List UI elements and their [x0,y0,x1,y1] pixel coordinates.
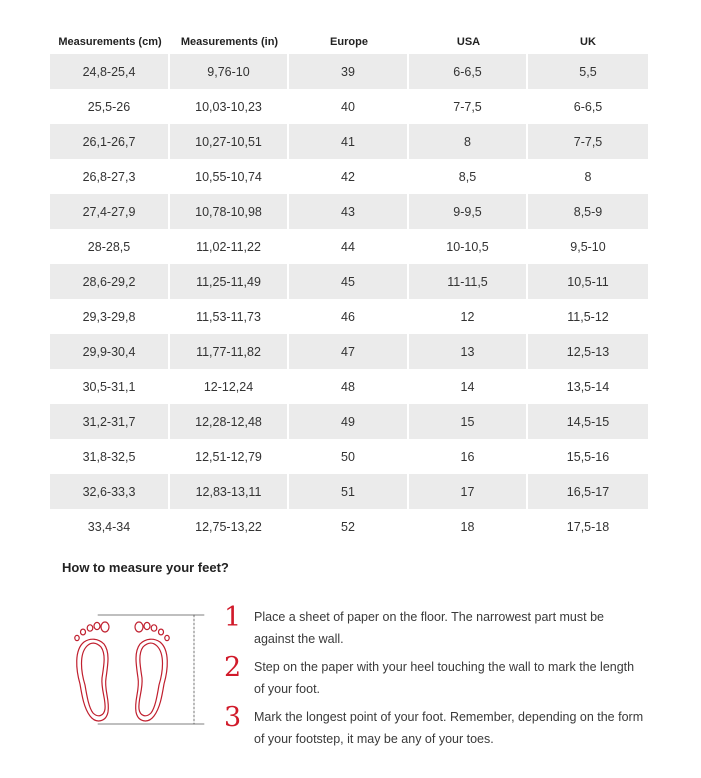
cell-usa: 7-7,5 [409,89,528,124]
step-number: 2 [224,652,242,683]
cell-europe: 48 [289,369,409,404]
step-2 [224,652,644,700]
header-usa: USA [456,36,481,48]
header-row [50,30,648,54]
cell-usa: 18 [409,509,528,544]
cell-cm: 26,8-27,3 [50,159,170,194]
cell-cm: 28,6-29,2 [50,264,170,299]
cell-in: 12,28-12,48 [170,404,289,439]
table-row [50,334,648,369]
table-row [50,264,648,299]
cell-uk: 8,5-9 [528,194,648,229]
cell-in: 11,25-11,49 [170,264,289,299]
cell-cm: 24,8-25,4 [50,54,170,89]
table-row [50,299,648,334]
howto-title: How to measure your feet? [62,560,229,575]
cell-uk: 7-7,5 [528,124,648,159]
cell-usa: 8 [409,124,528,159]
step-1 [224,602,644,650]
cell-in: 11,77-11,82 [170,334,289,369]
table-row [50,439,648,474]
table-row [50,369,648,404]
cell-uk: 9,5-10 [528,229,648,264]
cell-europe: 41 [289,124,409,159]
cell-usa: 12 [409,299,528,334]
cell-uk: 6-6,5 [528,89,648,124]
cell-usa: 16 [409,439,528,474]
cell-uk: 14,5-15 [528,404,648,439]
cell-uk: 17,5-18 [528,509,648,544]
step-number: 3 [224,702,242,733]
table-row [50,124,648,159]
cell-in: 9,76-10 [170,54,289,89]
cell-europe: 50 [289,439,409,474]
cell-cm: 25,5-26 [50,89,170,124]
size-chart-body [50,54,648,544]
cell-cm: 29,9-30,4 [50,334,170,369]
cell-usa: 8,5 [409,159,528,194]
cell-in: 10,03-10,23 [170,89,289,124]
cell-in: 12,51-12,79 [170,439,289,474]
cell-cm: 26,1-26,7 [50,124,170,159]
size-chart-header [50,30,648,54]
cell-cm: 27,4-27,9 [50,194,170,229]
cell-europe: 51 [289,474,409,509]
table-row [50,474,648,509]
cell-in: 12,83-13,11 [170,474,289,509]
step-text: Place a sheet of paper on the floor. The narrowest part must be against the wall. [254,610,604,646]
cell-cm: 28-28,5 [50,229,170,264]
cell-usa: 14 [409,369,528,404]
step-text: Step on the paper with your heel touching the wall to mark the length of your foot. [254,660,635,696]
cell-in: 11,53-11,73 [170,299,289,334]
cell-europe: 46 [289,299,409,334]
header-cm: Measurements (cm) [58,36,162,48]
cell-cm: 32,6-33,3 [50,474,170,509]
step-number: 1 [224,602,242,633]
cell-uk: 12,5-13 [528,334,648,369]
cell-europe: 39 [289,54,409,89]
table-row [50,404,648,439]
step-text: Mark the longest point of your foot. Remember, depending on the form of your footstep, it may be any of your toes. [254,710,644,746]
cell-europe: 52 [289,509,409,544]
cell-usa: 17 [409,474,528,509]
cell-uk: 8 [528,159,648,194]
table-row [50,89,648,124]
cell-uk: 15,5-16 [528,439,648,474]
cell-europe: 49 [289,404,409,439]
cell-in: 10,55-10,74 [170,159,289,194]
table-row [50,509,648,544]
cell-cm: 31,2-31,7 [50,404,170,439]
cell-europe: 47 [289,334,409,369]
cell-in: 12,75-13,22 [170,509,289,544]
cell-europe: 45 [289,264,409,299]
cell-uk: 16,5-17 [528,474,648,509]
cell-in: 12-12,24 [170,369,289,404]
cell-in: 10,27-10,51 [170,124,289,159]
cell-uk: 13,5-14 [528,369,648,404]
cell-in: 11,02-11,22 [170,229,289,264]
table-row [50,159,648,194]
cell-europe: 42 [289,159,409,194]
cell-uk: 5,5 [528,54,648,89]
size-chart-table [50,30,648,544]
cell-cm: 29,3-29,8 [50,299,170,334]
table-row [50,54,648,89]
header-in: Measurements (in) [180,36,279,48]
cell-usa: 15 [409,404,528,439]
cell-europe: 40 [289,89,409,124]
cell-cm: 30,5-31,1 [50,369,170,404]
header-uk: UK [580,36,596,48]
cell-europe: 43 [289,194,409,229]
step-3 [224,702,644,750]
cell-usa: 6-6,5 [409,54,528,89]
cell-in: 10,78-10,98 [170,194,289,229]
table-row [50,229,648,264]
cell-cm: 33,4-34 [50,509,170,544]
header-europe: Europe [330,36,368,48]
footprints-measure-icon [64,612,212,730]
cell-usa: 11-11,5 [409,264,528,299]
cell-usa: 13 [409,334,528,369]
cell-uk: 10,5-11 [528,264,648,299]
cell-usa: 10-10,5 [409,229,528,264]
cell-usa: 9-9,5 [409,194,528,229]
measure-steps [224,602,644,756]
cell-cm: 31,8-32,5 [50,439,170,474]
cell-uk: 11,5-12 [528,299,648,334]
cell-europe: 44 [289,229,409,264]
table-row [50,194,648,229]
